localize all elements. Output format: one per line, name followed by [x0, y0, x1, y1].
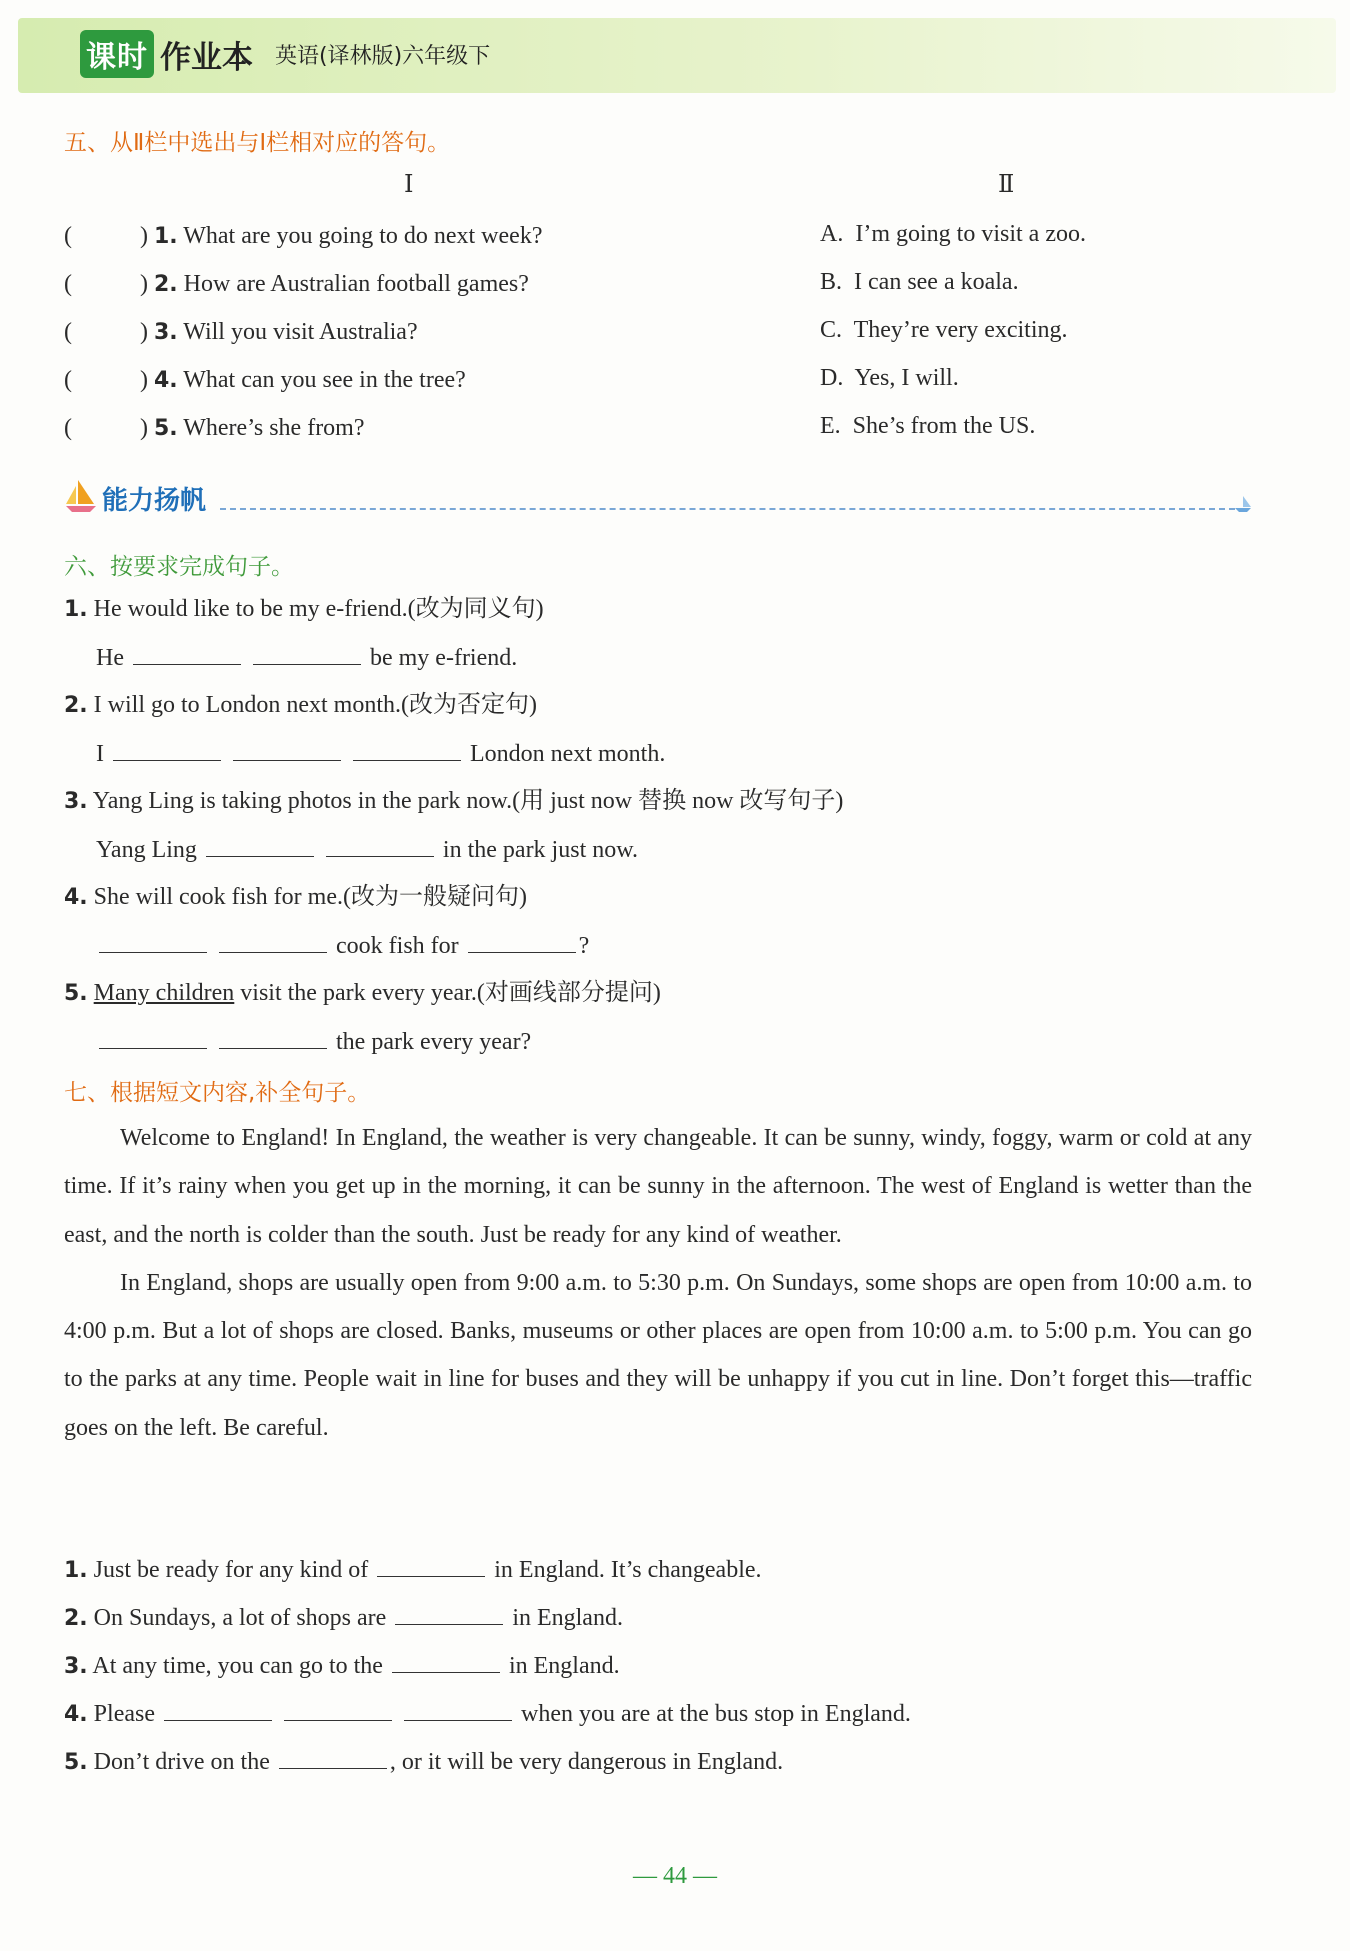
answer-blank[interactable] [253, 642, 361, 665]
passage-paragraph: Welcome to England! In England, the weather is very changeable. It can be sunny, windy, foggy, warm or cold at any time. If it’s rainy when you get up in the morning, it can be sunny in the afternoon. The west of England is wetter than the east, and the north is colder than the south. Just be ready for any kind of weather. [64, 1125, 1252, 1248]
answer-blank[interactable] [133, 642, 241, 665]
answer-blank[interactable] [233, 738, 341, 761]
logo-badge: 课时 [80, 30, 154, 78]
passage-paragraph: In England, shops are usually open from 9:00 a.m. to 5:30 p.m. On Sundays, some shops are open from 10:00 a.m. to 4:00 p.m. But a lot of shops are closed. Banks, museums or other places are open from 10:00 a.m. to 5:00 p.m. You can go to the parks at any time. People wait in line for buses and they will be unhappy if you cut in line. Don’t forget this—traffic goes on the left. Be careful. [64, 1269, 1252, 1441]
question-row: ( ) 3. Will you visit Australia? [64, 319, 418, 345]
section7-title: 七、根据短文内容,补全句子。 [64, 1080, 371, 1106]
question-row: ( ) 2. How are Australian football games? [64, 271, 529, 297]
answer-blank[interactable] [219, 930, 327, 953]
ability-banner [60, 478, 1255, 514]
fill-item: 3. At any time, you can go to the in England. [64, 1650, 620, 1682]
answer-row: A. I’m going to visit a zoo. [820, 221, 1086, 247]
fill-item: 1. Just be ready for any kind of in England. It’s changeable. [64, 1554, 762, 1586]
exercise-question: 5. Many children visit the park every year.(对画线部分提问) [64, 980, 661, 1006]
question-row: ( ) 4. What can you see in the tree? [64, 367, 466, 393]
answer-blank[interactable] [377, 1554, 485, 1577]
answer-row: E. She’s from the US. [820, 413, 1036, 439]
answer-blank[interactable] [219, 1026, 327, 1049]
page-number: — 44 — [633, 1863, 717, 1889]
exercise-answer: I London next month. [96, 738, 665, 769]
answer-blank[interactable] [99, 1026, 207, 1049]
exercise-question: 1. He would like to be my e-friend.(改为同义句) [64, 596, 544, 622]
section6-title: 六、按要求完成句子。 [64, 554, 294, 580]
fill-item: 2. On Sundays, a lot of shops are in England. [64, 1602, 623, 1634]
exercise-question: 4. She will cook fish for me.(改为一般疑问句) [64, 884, 527, 910]
dashed-divider [220, 508, 1235, 510]
exercise-question: 3. Yang Ling is taking photos in the park now.(用 just now 替换 now 改写句子) [64, 788, 844, 814]
answer-blank[interactable] [99, 930, 207, 953]
reading-passage [64, 1114, 1252, 1452]
answer-blank[interactable] [395, 1602, 503, 1625]
col2-header: Ⅱ [998, 172, 1015, 198]
answer-blank[interactable] [326, 834, 434, 857]
answer-blank[interactable] [206, 834, 314, 857]
header-title: 作业本 [160, 39, 253, 76]
answer-blank[interactable] [392, 1650, 500, 1673]
col1-header: Ⅰ [404, 172, 414, 198]
fill-item: 5. Don’t drive on the , or it will be very dangerous in England. [64, 1746, 783, 1778]
exercise-question: 2. I will go to London next month.(改为否定句) [64, 692, 537, 718]
answer-blank[interactable] [164, 1698, 272, 1721]
section5-title: 五、从Ⅱ栏中选出与Ⅰ栏相对应的答句。 [64, 130, 451, 156]
boat-icon [1231, 494, 1255, 514]
answer-blank[interactable] [279, 1746, 387, 1769]
exercise-answer: Yang Ling in the park just now. [96, 834, 638, 865]
question-row: ( ) 5. Where’s she from? [64, 415, 365, 441]
answer-blank[interactable] [113, 738, 221, 761]
ability-label: 能力扬帆 [102, 486, 207, 516]
answer-row: B. I can see a koala. [820, 269, 1019, 295]
answer-blank[interactable] [468, 930, 576, 953]
exercise-answer: the park every year? [96, 1026, 531, 1057]
exercise-answer: cook fish for ? [96, 930, 589, 961]
header-subtitle: 英语(译林版)六年级下 [275, 43, 491, 69]
answer-blank[interactable] [353, 738, 461, 761]
underlined-phrase: Many children [93, 980, 235, 1006]
answer-blank[interactable] [284, 1698, 392, 1721]
question-row: ( ) 1. What are you going to do next week? [64, 223, 543, 249]
answer-row: D. Yes, I will. [820, 365, 959, 391]
header-logo [80, 30, 490, 78]
fill-item: 4. Please when you are at the bus stop in England. [64, 1698, 911, 1730]
answer-blank[interactable] [404, 1698, 512, 1721]
exercise-answer: He be my e-friend. [96, 642, 517, 673]
sail-icon [64, 478, 98, 514]
answer-row: C. They’re very exciting. [820, 317, 1068, 343]
